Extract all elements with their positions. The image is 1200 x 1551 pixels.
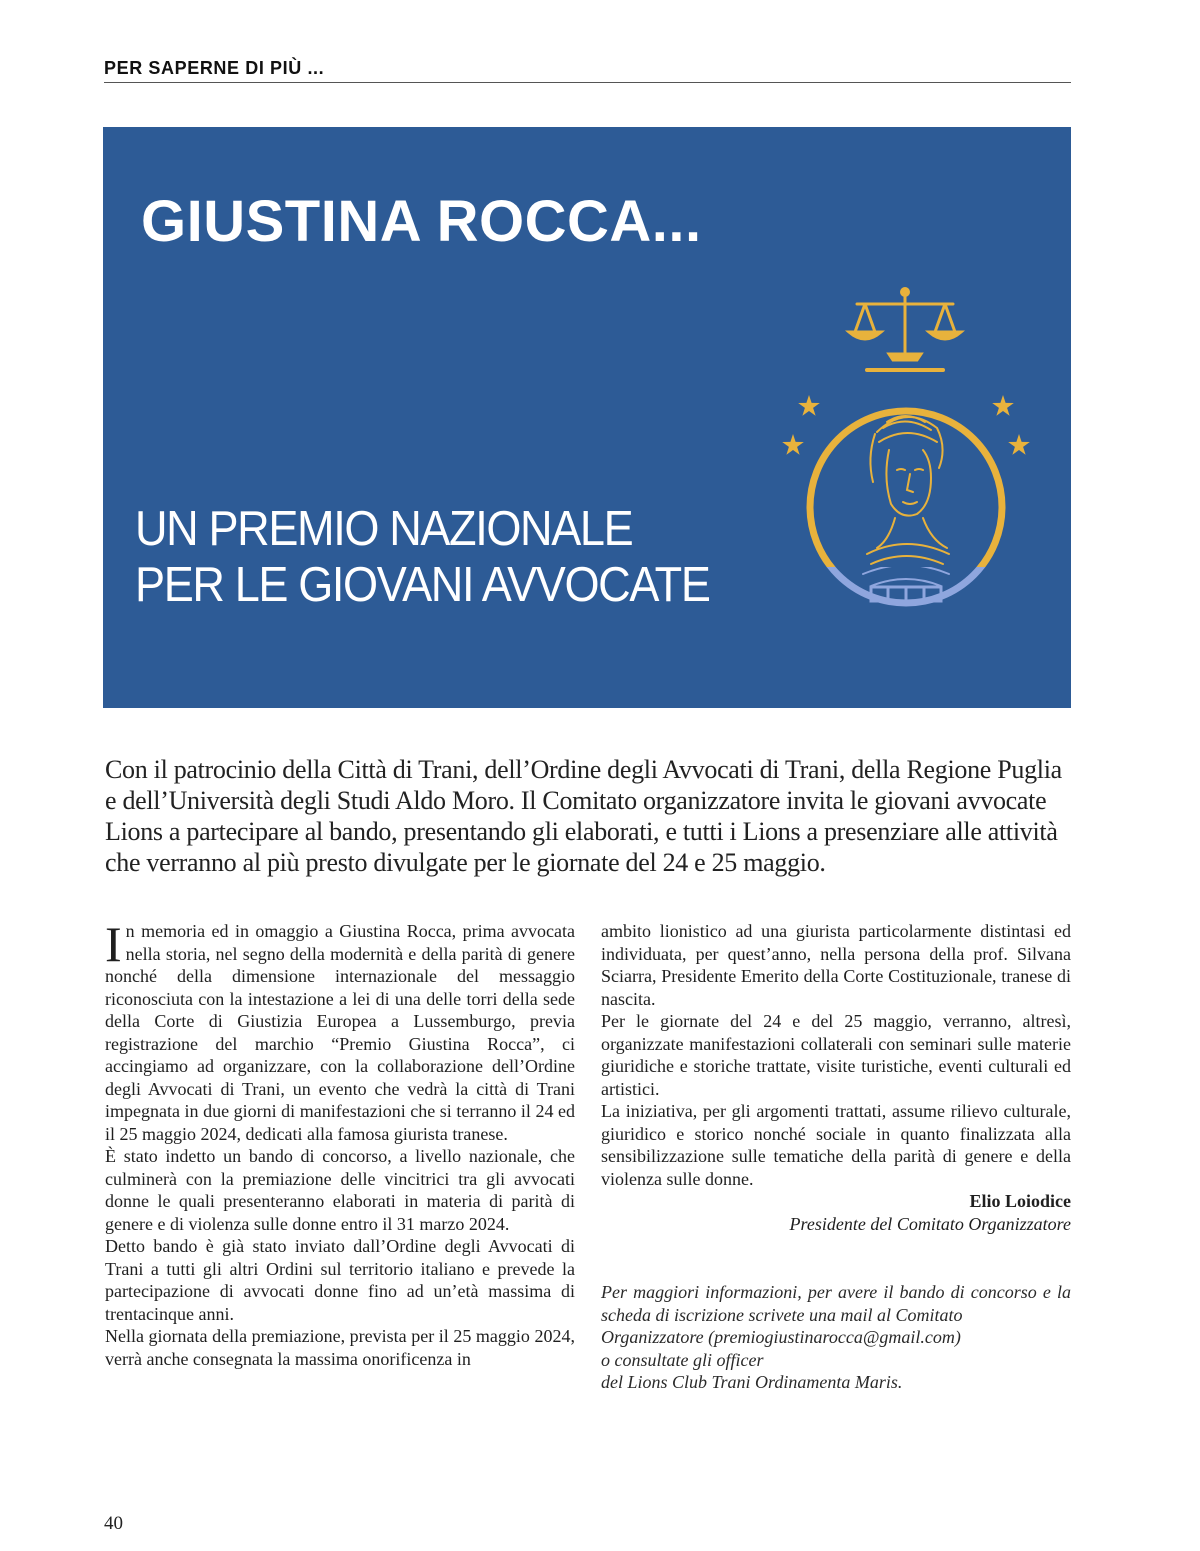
article-column-right — [601, 920, 1071, 1235]
article-paragraph-2: È stato indetto un bando di concorso, a livello nazionale, che culminerà con la premiazione delle vincitrici tra gli avvocati donne le quali presenteranno elaborati in materia di parità di genere e di violenza sulle donne entro il 31 marzo 2024. — [105, 1146, 575, 1234]
portrait-icon — [863, 416, 949, 586]
page-number: 40 — [104, 1513, 123, 1534]
article-paragraph-4-continued: ambito lionistico ad una giurista particolarmente distintasi ed individuata, per quest’anno, nella persona della prof. Silvana Sciarra, Presidente Emerito della Corte Costituzionale, tranese di nascita. — [601, 921, 1071, 1009]
article-paragraph-5: Per le giornate del 24 e del 25 maggio, verranno, altresì, organizzate manifestazioni collaterali con seminari sulle materie giuridiche e storiche trattate, visite turistiche, eventi culturali ed artistici. — [601, 1011, 1071, 1099]
contact-info-line-1: Per maggiori informazioni, per avere il bando di concorso e la scheda di iscrizione scrivete una mail al Comitato — [601, 1282, 1071, 1325]
hero-banner — [103, 127, 1071, 708]
section-label: PER SAPERNE DI PIÙ ... — [104, 58, 325, 78]
article-paragraph-1 — [105, 916, 575, 1145]
drop-cap: I — [105, 916, 122, 972]
banner-subtitle-line-1: UN PREMIO NAZIONALE — [135, 502, 633, 556]
contact-info-line-4: del Lions Club Trani Ordinamenta Maris. — [601, 1372, 903, 1392]
contact-info-line-2: Organizzatore (premiogiustinarocca@gmail.com) — [601, 1327, 961, 1347]
article-paragraph-6: La iniziativa, per gli argomenti trattati, assume rilievo culturale, giuridico e storico nonché sociale in quanto finalizzata alla sensibilizzazione sulle tematiche della parità di genere e della violenza sulle donne. — [601, 1101, 1071, 1189]
banner-subtitle-line-2: PER LE GIOVANI AVVOCATE — [135, 558, 710, 612]
scales-icon — [849, 287, 961, 370]
lead-paragraph: Con il patrocinio della Città di Trani, dell’Ordine degli Avvocati di Trani, della Regione Puglia e dell’Università degli Studi Aldo Moro. Il Comitato organizzatore invita le giovani avvocate Lions a partecipare al bando, presentando gli elaborati, e tutti i Lions a presenziare alle attività che verranno al più presto divulgate per le giornate del 24 e 25 maggio. — [105, 755, 1062, 877]
banner-subtitle — [135, 501, 710, 613]
medallion-ring — [810, 411, 1002, 603]
signature-role: Presidente del Comitato Organizzatore — [789, 1213, 1071, 1234]
signature-name: Elio Loiodice — [969, 1191, 1071, 1211]
article-paragraph-1-text: n memoria ed in omaggio a Giustina Rocca, prima avvocata nella storia, nel segno della modernità e della parità di genere nonché della dimensione internazionale del messaggio riconosciuta con la intestazione a lei di una delle torri della sede della Corte di Giustizia Europea a Lussemburgo, previa registrazione del marchio “Premio Giustina Rocca”, ci accingiamo ad organizzare, con la collaborazione dell’Ordine degli Avvocati di Trani, un evento che vedrà la città di Trani impegnata in due giorni di manifestazioni che si terranno il 24 ed il 25 maggio 2024, dedicati alla famosa giurista tranese. — [105, 921, 575, 1144]
stars-icon — [782, 395, 1030, 455]
article-paragraph-3: Detto bando è già stato inviato dall’Ordine degli Avvocati di Trani a tutti gli altri Ordini sul territorio italiano e prevede la partecipazione di avvocati donne fino ad un’età massima di trentacinque anni. — [105, 1236, 575, 1324]
header-rule — [104, 82, 1071, 83]
justice-emblem-icon — [771, 282, 1051, 612]
article-paragraph-4: Nella giornata della premiazione, prevista per il 25 maggio 2024, verrà anche consegnata la massima onorificenza in — [105, 1326, 575, 1369]
contact-info — [601, 1281, 1071, 1394]
contact-info-line-3: o consultate gli officer — [601, 1349, 764, 1370]
banner-title: GIUSTINA ROCCA... — [141, 189, 702, 254]
article-column-left — [105, 916, 575, 1370]
